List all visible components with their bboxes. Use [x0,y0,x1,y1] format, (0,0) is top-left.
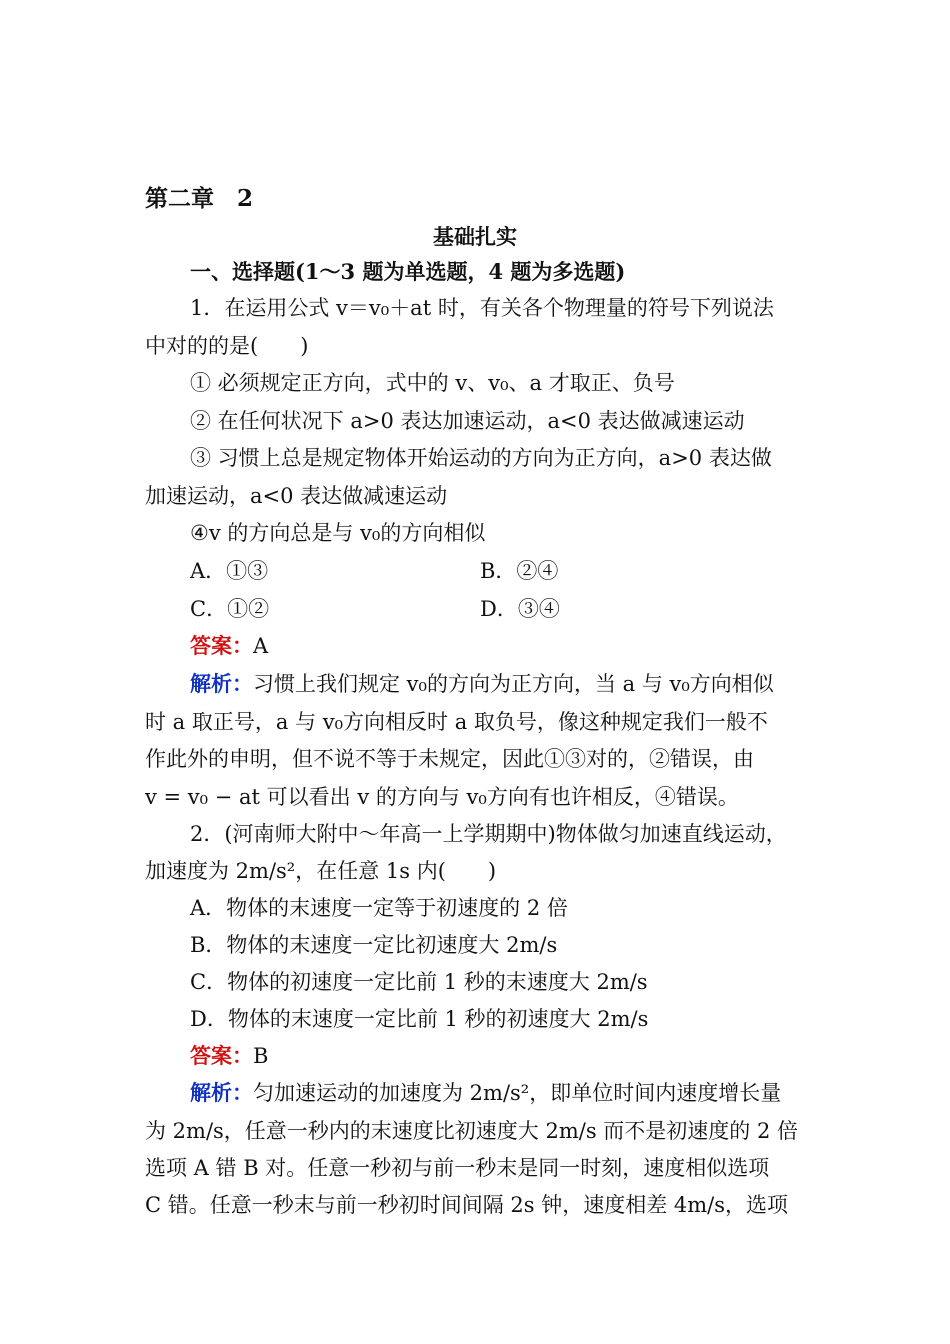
q2-option-a: A．物体的末速度一定等于初速度的 2 倍 [190,896,568,920]
q1-option-d: D．③④ [480,597,560,621]
q1-analysis-text1: 习惯上我们规定 v₀的方向为正方向，当 a 与 v₀方向相似 [253,672,774,696]
q1-stem-line2: 中对的的是( ) [145,334,309,358]
q1-analysis-line3: 作此外的申明，但不说不等于未规定，因此①③对的，②错误，由 [145,747,754,771]
q1-statement-3-line2: 加速运动，a<0 表达做减速运动 [145,484,448,508]
q1-statement-3-line1: ③ 习惯上总是规定物体开始运动的方向为正方向，a>0 表达做 [190,446,772,470]
q2-option-c: C．物体的初速度一定比前 1 秒的末速度大 2m/s [190,970,648,994]
chapter-heading: 第二章 2 [145,185,254,212]
q2-analysis-label: 解析： [190,1080,253,1105]
q2-stem-line1: 2．(河南师大附中～年高一上学期期中)物体做匀加速直线运动， [190,822,787,846]
q2-option-b: B．物体的末速度一定比初速度大 2m/s [190,933,558,957]
q1-answer-value: A [253,634,269,658]
q2-answer [190,1041,268,1071]
q2-stem-line2: 加速度为 2m/s²，在任意 1s 内( ) [145,859,497,883]
q1-option-c: C．①② [190,597,270,621]
q1-statement-4: ④v 的方向总是与 v₀的方向相似 [190,521,486,545]
q2-answer-label: 答案： [190,1043,253,1068]
q2-analysis-text1: 匀加速运动的加速度为 2m/s²，即单位时间内速度增长量 [253,1081,782,1105]
q2-analysis-line1 [190,1078,781,1108]
section-heading: 基础扎实 [433,224,517,249]
q2-analysis-line4: C 错。任意一秒末与前一秒初时间间隔 2s 钟，速度相差 4m/s，选项 [145,1193,789,1217]
q1-answer [190,631,268,661]
q1-answer-label: 答案： [190,633,253,658]
part-title: 一、选择题(1～3 题为单选题，4 题为多选题) [190,259,626,284]
q1-statement-2: ② 在任何状况下 a>0 表达加速运动，a<0 表达做减速运动 [190,409,745,433]
q1-statement-1: ① 必须规定正方向，式中的 v、v₀、a 才取正、负号 [190,371,675,395]
q2-option-d: D．物体的末速度一定比前 1 秒的初速度大 2m/s [190,1007,649,1031]
q2-analysis-line3: 选项 A 错 B 对。任意一秒初与前一秒末是同一时刻，速度相似选项 [145,1156,770,1180]
q1-option-b: B．②④ [480,559,559,583]
q1-analysis-label: 解析： [190,671,253,696]
q1-option-a: A．①③ [190,559,269,583]
q1-analysis-line1 [190,669,774,699]
q2-answer-value: B [253,1044,269,1068]
q1-analysis-line2: 时 a 取正号，a 与 v₀方向相反时 a 取负号，像这种规定我们一般不 [145,710,768,734]
q2-analysis-line2: 为 2m/s，任意一秒内的末速度比初速度大 2m/s 而不是初速度的 2 倍 [145,1119,798,1143]
q1-stem-line1: 1．在运用公式 v＝v₀＋at 时，有关各个物理量的符号下列说法 [190,296,774,320]
q1-analysis-line4: v = v₀ − at 可以看出 v 的方向与 v₀方向有也许相反，④错误。 [145,785,739,809]
